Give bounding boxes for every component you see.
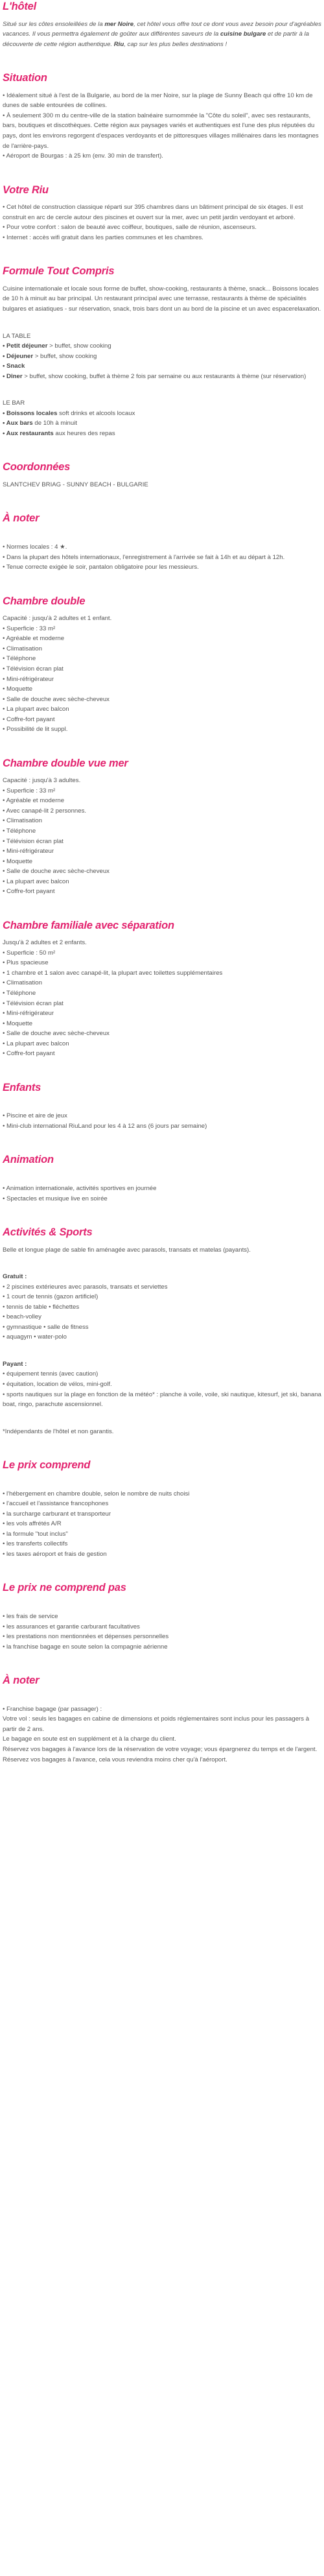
room-feature: • La plupart avec balcon xyxy=(3,1040,69,1047)
situation-title: Situation xyxy=(3,72,47,84)
included-item: • l'hébergement en chambre double, selon le nombre de nuits choisi xyxy=(3,1490,190,1497)
votre-riu-line: • Pour votre confort : salon de beauté avec coiffeur, boutiques, salle de réunion, ascenseurs. xyxy=(3,224,257,232)
room-feature: • Superficie : 33 m² xyxy=(3,787,56,794)
coordonnees-title: Coordonnées xyxy=(3,461,71,473)
included-item: • les taxes aéroport et frais de gestion xyxy=(3,1550,107,1558)
room-feature: Capacité : jusqu'à 3 adultes. xyxy=(3,777,81,785)
baggage-note: Réservez vos bagages à l'avance, cela vous reviendra moins cher qu'à l'aéroport. xyxy=(3,1756,227,1763)
bar-item: • Boissons locales soft drinks et alcools locaux xyxy=(3,409,135,417)
chambre-vue-mer-title: Chambre double vue mer xyxy=(3,757,128,769)
room-feature: • La plupart avec balcon xyxy=(3,877,69,885)
included-item: • les vols affrétés A/R xyxy=(3,1520,62,1528)
room-feature: • Téléphone xyxy=(3,827,36,835)
room-feature: • Coffre-fort payant xyxy=(3,888,55,896)
included-item: • l'accueil et l'assistance francophones xyxy=(3,1500,109,1508)
payant-item: • sports nautiques sur la plage en fonction de la météo* : planche à voile, voile, ski nautique, kitesurf, jet ski, banana boat, ringo, parachute ascensionnel. xyxy=(3,1390,321,1409)
activites-footnote: *Indépendants de l'hôtel et non garantis. xyxy=(3,1427,114,1435)
room-feature: • Télévision écran plat xyxy=(3,665,64,673)
section-chambre-vue-mer xyxy=(3,757,321,897)
table-heading: LA TABLE xyxy=(3,332,31,340)
payant-item: • équipement tennis (avec caution) xyxy=(3,1370,98,1378)
gratuit-item: • tennis de table • fléchettes xyxy=(3,1303,80,1311)
votre-riu-line: • Internet : accès wifi gratuit dans les parties communes et les chambres. xyxy=(3,233,203,241)
gratuit-item: • 1 court de tennis (gazon artificiel) xyxy=(3,1293,98,1301)
payant-heading: Payant : xyxy=(3,1360,27,1368)
room-feature: • Agréable et moderne xyxy=(3,635,65,643)
room-feature: • Agréable et moderne xyxy=(3,797,65,805)
room-feature: • Mini-réfrigérateur xyxy=(3,1010,54,1018)
room-feature: • Climatisation xyxy=(3,817,42,825)
enfants-title: Enfants xyxy=(3,1081,41,1093)
room-feature: Jusqu'à 2 adultes et 2 enfants. xyxy=(3,939,87,947)
section-prix-ne-comprend-pas xyxy=(3,1581,321,1652)
section-animation xyxy=(3,1153,321,1204)
gratuit-item: • gymnastique • salle de fitness xyxy=(3,1323,89,1331)
baggage-note: Réservez vos bagages à l'avance lors de la réservation de votre voyage; vous épargnerez du temps et de l'argent. xyxy=(3,1745,318,1753)
room-feature: • Télévision écran plat xyxy=(3,999,64,1007)
baggage-note: • Franchise bagage (par passager) : xyxy=(3,1705,102,1713)
baggage-note: Votre vol : seuls les bagages en cabine de dimensions et poids réglementaires sont inclus pour les passagers à partir de 2 ans. xyxy=(3,1715,310,1733)
hotel-intro: Situé sur les côtes ensoleillées de la mer Noire, cet hôtel vous offre tout ce dont vous avez besoin pour d'agréables vacances. Il vous permettra également de goûter aux différentes saveurs de la cuisine bulgare et de partir à la découverte de cette région authentique. Riu, cap sur les plus belles destinations ! xyxy=(3,20,321,48)
excluded-item: • les frais de service xyxy=(3,1613,58,1621)
baggage-note: Le bagage en soute est en supplément et à la charge du client. xyxy=(3,1735,176,1743)
room-feature: • Moquette xyxy=(3,1020,33,1027)
excluded-item: • les assurances et garantie carburant facultatives xyxy=(3,1623,140,1630)
situation-line: • Aéroport de Bourgas : à 25 km (env. 30 min de transfert). xyxy=(3,152,163,160)
animation-title: Animation xyxy=(3,1154,54,1166)
section-hotel xyxy=(3,0,321,49)
included-item: • les transferts collectifs xyxy=(3,1540,68,1548)
votre-riu-title: Votre Riu xyxy=(3,184,49,196)
formule-intro: Cuisine internationale et locale sous forme de buffet, show-cooking, restaurants à thème, snack... Boissons locales de 10 h à minuit au bar principal. Un restaurant principal avec une terrasse, restaurants à thème de spécialités bulgares et asiatiques - sur réservation, snack, trois bars dont un au bord de la piscine et un avec espacerelaxation. xyxy=(3,285,321,313)
room-feature: • Coffre-fort payant xyxy=(3,715,55,723)
room-feature: • Mini-réfrigérateur xyxy=(3,848,54,855)
note-line: • Normes locales : 4 ★. xyxy=(3,543,67,551)
room-feature: • 1 chambre et 1 salon avec canapé-lit, la plupart avec toilettes supplémentaires xyxy=(3,969,223,977)
room-feature: Capacité : jusqu'à 2 adultes et 1 enfant. xyxy=(3,615,112,623)
situation-line: • Idéalement situé à l'est de la Bulgarie, au bord de la mer Noire, sur la plage de Sunny Beach qui offre 10 km de dunes de sable entourées de collines. xyxy=(3,91,313,110)
room-feature: • Salle de douche avec sèche-cheveux xyxy=(3,1030,110,1038)
bar-item: • Aux restaurants aux heures des repas xyxy=(3,429,115,437)
room-feature: • Moquette xyxy=(3,686,33,693)
room-feature: • Moquette xyxy=(3,857,33,865)
room-feature: • Climatisation xyxy=(3,979,42,987)
votre-riu-line: • Cet hôtel de construction classique réparti sur 395 chambres dans un bâtiment principal de six étages. Il est construit en arc de cercle autour des piscines et ouvert sur la mer, avec un petit jardin verdoyant et arboré. xyxy=(3,204,303,221)
section-chambre-double xyxy=(3,595,321,735)
room-feature: • La plupart avec balcon xyxy=(3,706,69,713)
room-feature: • Plus spacieuse xyxy=(3,959,49,967)
section-enfants xyxy=(3,1081,321,1132)
included-item: • la formule "tout inclus" xyxy=(3,1530,68,1538)
section-situation xyxy=(3,71,321,161)
enfants-line: • Mini-club international RiuLand pour les 4 à 12 ans (6 jours par semaine) xyxy=(3,1122,207,1130)
room-feature: • Avec canapé-lit 2 personnes. xyxy=(3,807,87,815)
note-line: • Dans la plupart des hôtels internationaux, l'enregistrement à l'arrivée se fait à 14h et au départ à 12h. xyxy=(3,553,285,561)
section-votre-riu xyxy=(3,184,321,243)
table-item: • Dîner > buffet, show cooking, buffet à thème 2 fois par semaine ou aux restaurants à thème (sur réservation) xyxy=(3,372,307,380)
room-feature: • Télévision écran plat xyxy=(3,837,64,845)
gratuit-item: • 2 piscines extérieures avec parasols, transats et serviettes xyxy=(3,1283,168,1291)
bar-heading: LE BAR xyxy=(3,400,25,407)
a-noter-bagages-title: À noter xyxy=(3,1675,40,1687)
room-feature: • Superficie : 50 m² xyxy=(3,949,56,957)
enfants-line: • Piscine et aire de jeux xyxy=(3,1112,67,1120)
table-item: • Déjeuner > buffet, show cooking xyxy=(3,352,97,360)
section-a-noter-bagages xyxy=(3,1674,321,1765)
table-item: • Snack xyxy=(3,363,25,370)
table-item: • Petit déjeuner > buffet, show cooking xyxy=(3,342,111,350)
gratuit-item: • aquagym • water-polo xyxy=(3,1333,67,1341)
bar-item: • Aux bars de 10h à minuit xyxy=(3,420,78,427)
payant-item: • équitation, location de vélos, mini-golf. xyxy=(3,1381,112,1388)
room-feature: • Salle de douche avec sèche-cheveux xyxy=(3,868,110,876)
section-coordonnees xyxy=(3,460,321,490)
a-noter-title: À noter xyxy=(3,512,40,525)
situation-line: • À seulement 300 m du centre-ville de la station balnéaire surnommée la "Côte du soleil", avec ses restaurants, bars, boutiques et discothèques. Cette région aux paysages variés et authentiques est l'une des plus réputées du pays, dont les environs regorgent d'espaces verdoyants et de pittoresques villages millénaires dans les montagnes de l'arrière-pays. xyxy=(3,112,319,150)
gratuit-item: • beach-volley xyxy=(3,1313,41,1321)
gratuit-heading: Gratuit : xyxy=(3,1273,27,1281)
section-activites xyxy=(3,1226,321,1437)
animation-line: • Spectacles et musique live en soirée xyxy=(3,1195,108,1202)
excluded-item: • la franchise bagage en soute selon la compagnie aérienne xyxy=(3,1643,168,1651)
hotel-address: SLANTCHEV BRIAG - SUNNY BEACH - BULGARIE xyxy=(3,481,148,488)
formule-title: Formule Tout Compris xyxy=(3,265,115,278)
included-item: • la surcharge carburant et transporteur xyxy=(3,1510,111,1518)
room-feature: • Mini-réfrigérateur xyxy=(3,675,54,683)
room-feature: • Climatisation xyxy=(3,645,42,652)
room-feature: • Possibilité de lit suppl. xyxy=(3,726,68,733)
room-feature: • Superficie : 33 m² xyxy=(3,625,56,632)
note-line: • Tenue correcte exigée le soir, pantalon obligatoire pour les messieurs. xyxy=(3,564,199,571)
room-feature: • Téléphone xyxy=(3,655,36,663)
section-a-noter xyxy=(3,512,321,572)
room-feature: • Salle de douche avec sèche-cheveux xyxy=(3,695,110,703)
activites-title: Activités & Sports xyxy=(3,1226,93,1239)
room-feature: • Coffre-fort payant xyxy=(3,1050,55,1058)
hotel-title: L'hôtel xyxy=(3,1,37,12)
animation-line: • Animation internationale, activités sportives en journée xyxy=(3,1185,157,1192)
excluded-item: • les prestations non mentionnées et dépenses personnelles xyxy=(3,1633,169,1641)
section-formule xyxy=(3,265,321,438)
section-chambre-familiale xyxy=(3,919,321,1059)
activites-intro: Belle et longue plage de sable fin aménagée avec parasols, transats et matelas (payants). xyxy=(3,1246,251,1254)
chambre-familiale-title: Chambre familiale avec séparation xyxy=(3,919,174,931)
prix-comprend-title: Le prix comprend xyxy=(3,1459,91,1472)
room-feature: • Téléphone xyxy=(3,989,36,997)
section-prix-comprend xyxy=(3,1459,321,1559)
chambre-double-title: Chambre double xyxy=(3,595,86,607)
prix-ne-comprend-title: Le prix ne comprend pas xyxy=(3,1582,126,1594)
